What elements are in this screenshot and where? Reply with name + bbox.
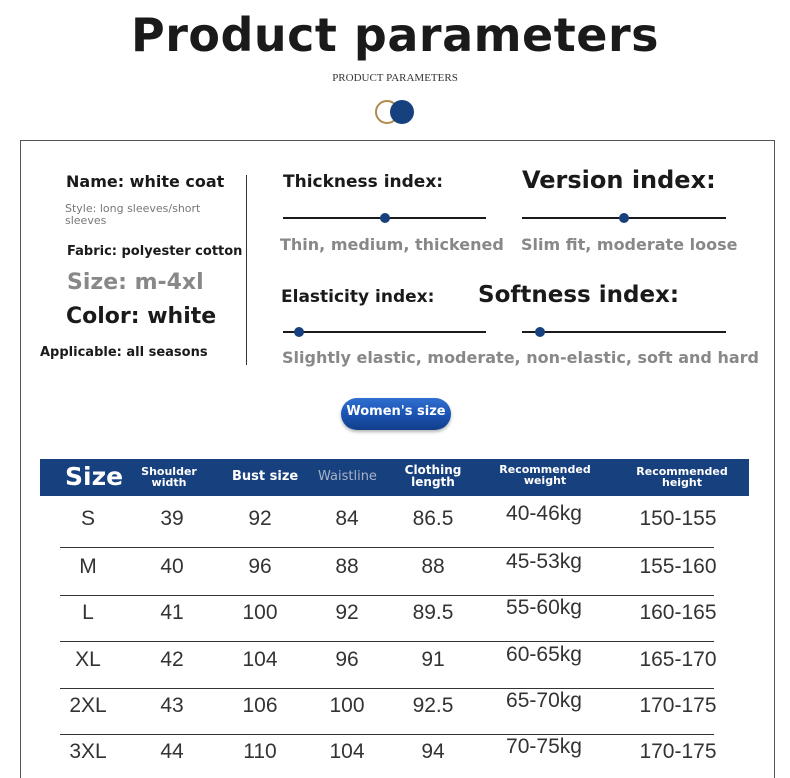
elasticity-scale [283,331,486,333]
cell-waist: 100 [329,694,365,717]
cell-bust: 110 [243,740,277,763]
version-caption: Slim fit, moderate loose [521,235,738,254]
version-marker-icon [619,213,629,223]
cell-waist: 96 [335,648,359,671]
product-fabric: Fabric: polyester cotton [67,244,243,259]
cell-weight: 65-70kg [506,689,582,712]
header-waistline: Waistline [318,469,377,484]
filled-circle-icon [390,100,414,124]
product-color: Color: white [66,304,217,329]
product-style: Style: long sleeves/short sleeves [65,202,201,227]
cell-height: 160-165 [639,601,717,624]
header-bust-size: Bust size [232,469,299,484]
cell-height: 155-160 [639,555,717,578]
cell-weight: 60-65kg [506,643,582,666]
table-row-divider [60,547,714,548]
header-recommended-height: Recommended height [636,465,728,489]
cell-height: 170-175 [639,694,717,717]
version-scale [522,217,726,219]
cell-height: 165-170 [639,648,717,671]
cell-waist: 88 [335,555,359,578]
cell-bust: 106 [242,694,278,717]
cell-shoulder: 43 [160,694,184,717]
cell-length: 86.5 [412,507,454,530]
cell-size: M [79,555,97,578]
decorative-circles [375,99,417,125]
page-subtitle: PRODUCT PARAMETERS [332,72,458,84]
product-name: Name: white coat [66,172,225,191]
cell-bust: 104 [242,648,278,671]
version-index-title: Version index: [522,166,716,194]
cell-length: 91 [421,648,445,671]
cell-size: S [80,507,95,530]
cell-shoulder: 44 [160,740,184,763]
thickness-caption: Thin, medium, thickened [280,235,504,254]
cell-weight: 55-60kg [506,596,582,619]
header-shoulder-width: Shoulder width [141,465,197,489]
cell-size: L [82,601,94,624]
product-size: Size: m-4xl [67,270,204,295]
cell-shoulder: 40 [160,555,184,578]
cell-height: 150-155 [639,507,717,530]
table-row-divider [60,688,714,689]
cell-waist: 104 [329,740,365,763]
page-title: Product parameters [130,8,660,62]
vertical-divider [246,175,247,365]
cell-bust: 96 [248,555,272,578]
thickness-marker-icon [380,213,390,223]
thickness-index-title: Thickness index: [283,172,444,192]
cell-size: 2XL [69,694,107,717]
cell-weight: 70-75kg [506,735,582,758]
cell-weight: 45-53kg [506,550,582,573]
cell-length: 88 [421,555,445,578]
cell-waist: 92 [335,601,359,624]
header-clothing-length: Clothing length [404,463,462,489]
cell-shoulder: 41 [160,601,184,624]
softness-index-title: Softness index: [478,282,680,308]
cell-size: 3XL [69,740,107,763]
product-applicable: Applicable: all seasons [40,345,208,360]
table-row-divider [60,734,714,735]
cell-length: 89.5 [412,601,454,624]
womens-size-button[interactable]: Women's size [341,398,451,430]
table-row-divider [60,641,714,642]
cell-shoulder: 42 [160,648,184,671]
header-size: Size [65,462,124,491]
elasticity-softness-caption: Slightly elastic, moderate, non-elastic, soft and hard [282,348,759,367]
softness-scale [522,331,726,333]
cell-waist: 84 [335,507,359,530]
cell-length: 92.5 [412,694,454,717]
thickness-scale [283,217,486,219]
cell-shoulder: 39 [160,507,184,530]
elasticity-index-title: Elasticity index: [281,287,435,307]
cell-bust: 92 [248,507,272,530]
cell-height: 170-175 [639,740,717,763]
cell-weight: 40-46kg [506,502,582,525]
cell-length: 94 [421,740,445,763]
cell-size: XL [75,648,101,671]
table-row-divider [60,595,714,596]
header-recommended-weight: Recommended weight [499,463,591,487]
cell-bust: 100 [242,601,278,624]
